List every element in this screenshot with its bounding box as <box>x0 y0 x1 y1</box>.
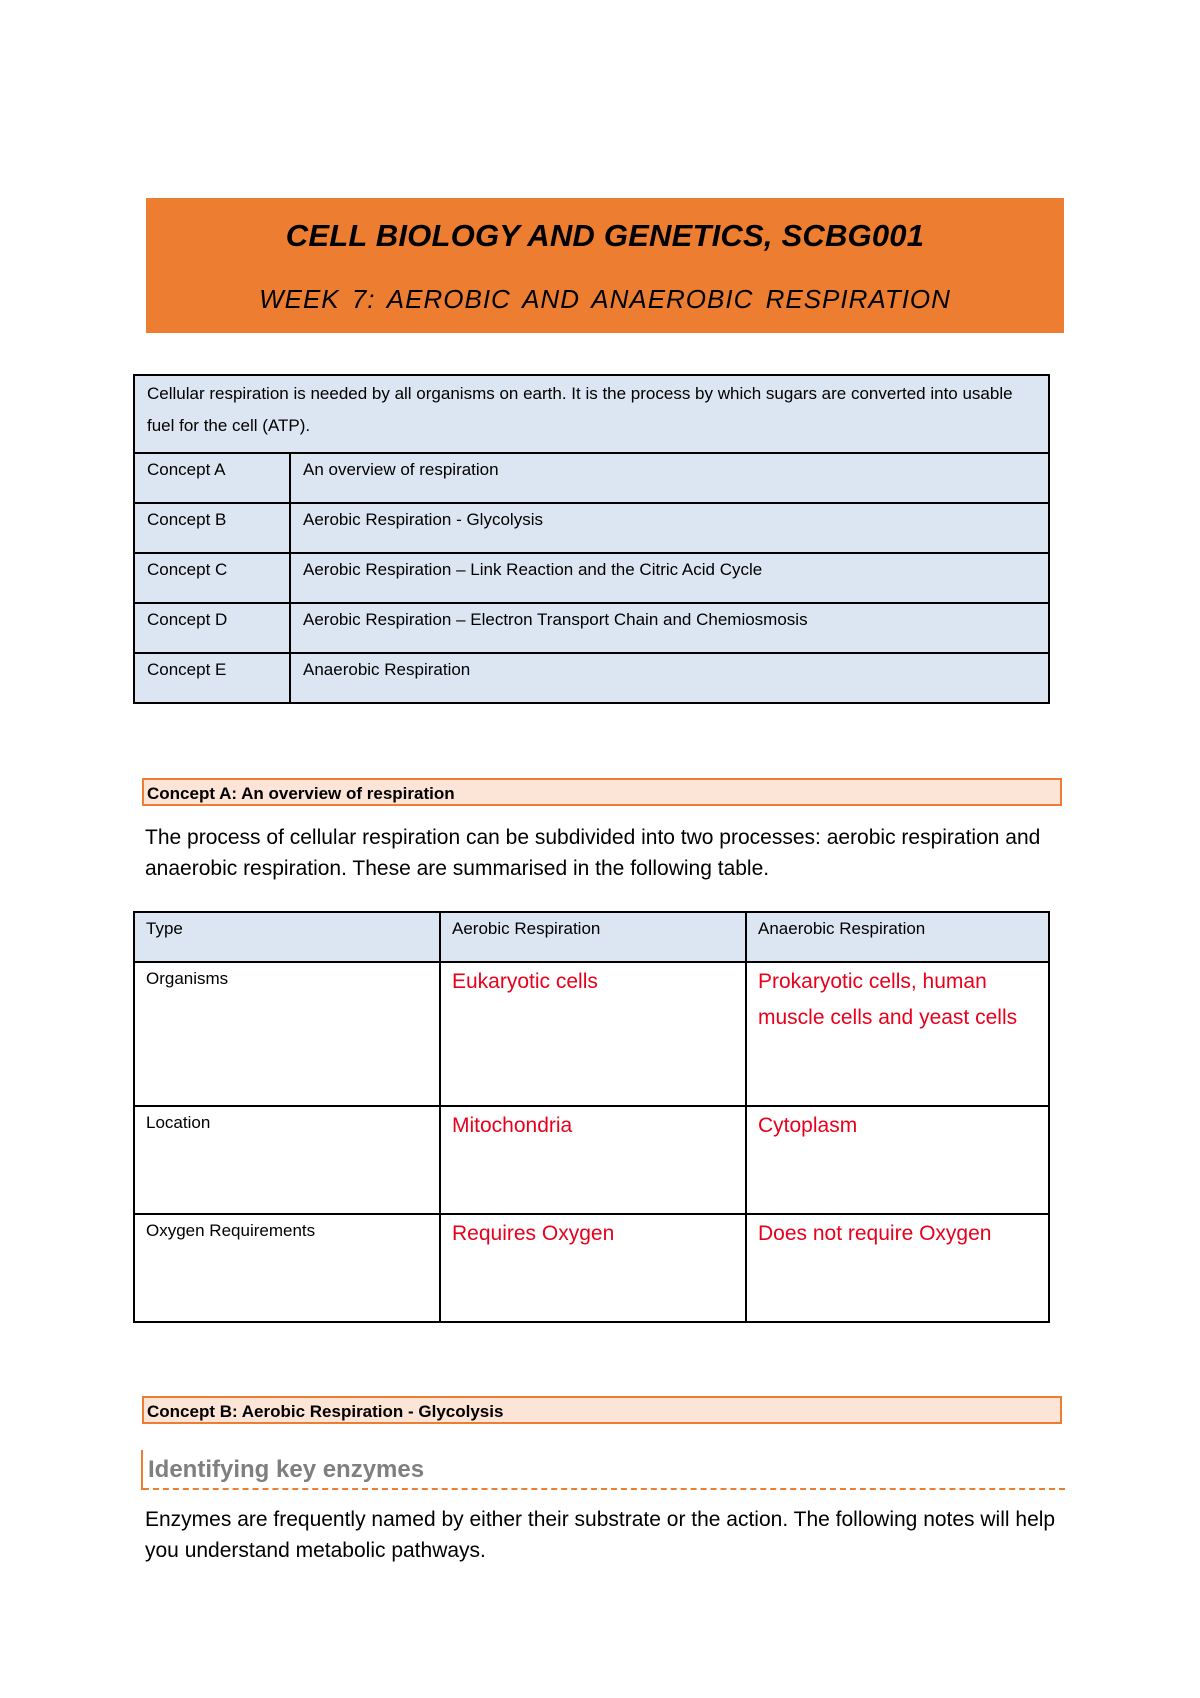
concept-label: Concept E <box>134 653 290 703</box>
concept-topic: Aerobic Respiration - Glycolysis <box>290 503 1049 553</box>
concept-overview-table <box>133 374 1050 704</box>
dashed-divider <box>143 1488 1065 1490</box>
concept-a-paragraph: The process of cellular respiration can be subdivided into two processes: aerobic respiration and anaerobic respiration. These are summarised in the following table. <box>145 826 1041 880</box>
row-label: Location <box>134 1106 440 1214</box>
row-label: Organisms <box>134 962 440 1106</box>
concept-b-paragraph: Enzymes are frequently named by either their substrate or the action. The following notes will help you understand metabolic pathways. <box>145 1508 1056 1562</box>
concept-label: Concept A <box>134 453 290 503</box>
anaerobic-answer: Prokaryotic cells, human muscle cells and yeast cells <box>746 962 1049 1106</box>
concept-topic: Aerobic Respiration – Electron Transport Chain and Chemiosmosis <box>290 603 1049 653</box>
concept-a-heading: Concept A: An overview of respiration <box>142 778 1062 806</box>
subheading-text: Identifying key enzymes <box>148 1456 425 1483</box>
intro-text: Cellular respiration is needed by all organisms on earth. It is the process by which sugars are converted into usable fuel for the cell (ATP). <box>134 375 1049 453</box>
aerobic-answer: Mitochondria <box>440 1106 746 1214</box>
concept-label: Concept B <box>134 503 290 553</box>
column-header: Type <box>134 912 440 962</box>
concept-b-heading: Concept B: Aerobic Respiration - Glycolysis <box>142 1396 1062 1424</box>
concept-label: Concept C <box>134 553 290 603</box>
concept-label: Concept D <box>134 603 290 653</box>
course-title: CELL BIOLOGY AND GENETICS, SCBG001 <box>285 218 925 253</box>
aerobic-answer: Eukaryotic cells <box>440 962 746 1106</box>
anaerobic-answer: Does not require Oxygen <box>746 1214 1049 1322</box>
aerobic-answer: Requires Oxygen <box>440 1214 746 1322</box>
column-header: Anaerobic Respiration <box>746 912 1049 962</box>
concept-topic: Aerobic Respiration – Link Reaction and the Citric Acid Cycle <box>290 553 1049 603</box>
column-header: Aerobic Respiration <box>440 912 746 962</box>
title-banner <box>146 198 1064 333</box>
enzymes-subheading <box>141 1450 1065 1490</box>
anaerobic-answer: Cytoplasm <box>746 1106 1049 1214</box>
week-title: WEEK 7: AEROBIC AND ANAEROBIC RESPIRATION <box>259 284 951 314</box>
concept-topic: An overview of respiration <box>290 453 1049 503</box>
row-label: Oxygen Requirements <box>134 1214 440 1322</box>
respiration-comparison-table <box>133 911 1050 1323</box>
concept-topic: Anaerobic Respiration <box>290 653 1049 703</box>
